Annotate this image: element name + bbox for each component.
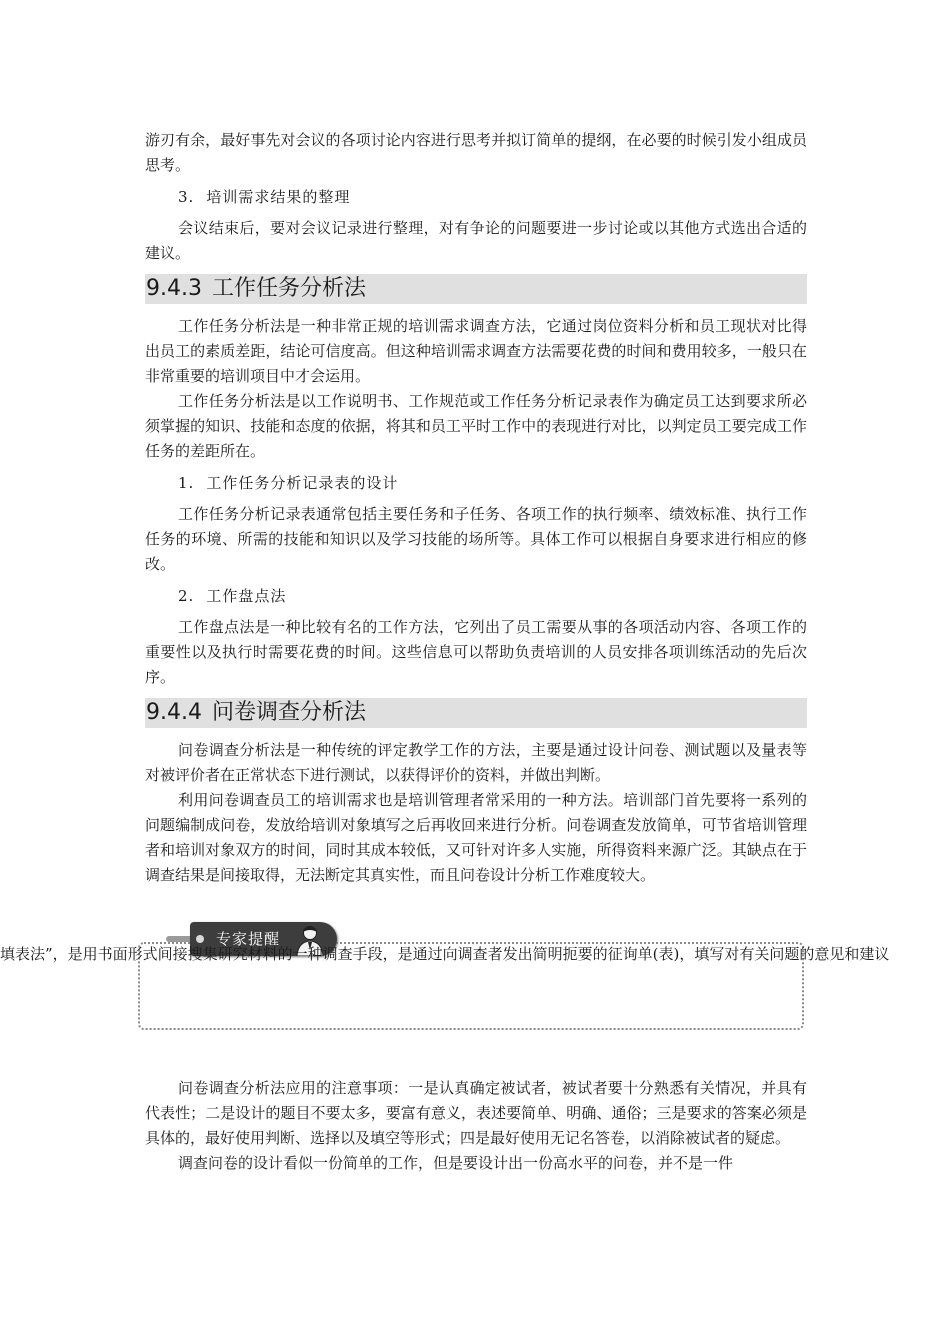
- section-title: 工作任务分析法: [211, 276, 366, 301]
- paragraph: 问卷调查分析法是一种传统的评定教学工作的方法，主要是通过设计问卷、测试题以及量表等对被评价者在正常状态下进行测试，以获得评价的资料，并做出判断。: [145, 741, 807, 784]
- expert-tip: [0, 922, 890, 1032]
- subheading-3: [178, 184, 807, 210]
- subheading-number: 2.: [178, 587, 195, 605]
- paragraph: 工作盘点法是一种比较有名的工作方法，它列出了员工需要从事的各项活动内容、各项工作的重要性以及执行时需要花费的时间。这些信息可以帮助负责培训的人员安排各项训练活动的先后次序。: [145, 618, 807, 686]
- subheading-title: 工作任务分析记录表的设计: [206, 474, 399, 492]
- section-number: 9.4.4: [146, 700, 202, 725]
- document-body: [145, 128, 807, 888]
- paragraph: 游刃有余，最好事先对会议的各项讨论内容进行思考并拟订简单的提纲，在必要的时候引发小组成员思考。: [145, 131, 807, 174]
- tip-dot: [196, 935, 204, 943]
- section-heading-9-4-3: [145, 274, 807, 304]
- subheading-number: 3.: [178, 188, 195, 206]
- section-title: 问卷调查分析法: [211, 700, 366, 725]
- subheading-2: [178, 583, 807, 609]
- paragraph: 会议结束后，要对会议记录进行整理，对有争论的问题要进一步讨论或以其他方式选出合适的建议。: [145, 219, 807, 262]
- paragraph: 问卷调查分析法应用的注意事项：一是认真确定被试者，被试者要十分熟悉有关情况，并具有代表性；二是设计的题目不要太多，要富有意义，表述要简单、明确、通俗；三是要求的答案必须是具体的，最好使用判断、选择以及填空等形式；四是最好使用无记名答卷，以消除被试者的疑虑。: [145, 1079, 807, 1147]
- subheading-1: [178, 470, 807, 496]
- section-number: 9.4.3: [146, 276, 202, 301]
- paragraph: 调查问卷的设计看似一份简单的工作，但是要设计出一份高水平的问卷，并不是一件: [178, 1154, 734, 1172]
- section-heading-9-4-4: [145, 698, 807, 728]
- tip-text: 填表法”，是用书面形式间接搜集研究材料的一种调查手段，是通过向调查者发出简明扼要的征询单(表)，填写对有关问题的意见和建议: [0, 945, 890, 963]
- subheading-title: 工作盘点法: [206, 587, 287, 605]
- paragraph: 工作任务分析记录表通常包括主要任务和子任务、各项工作的执行频率、绩效标准、执行工作任务的环境、所需的技能和知识以及学习技能的场所等。具体工作可以根据自身要求进行相应的修改。: [145, 505, 807, 573]
- paragraph: 利用问卷调查员工的培训需求也是培训管理者常采用的一种方法。培训部门首先要将一系列的问题编制成问卷，发放给培训对象填写之后再收回来进行分析。问卷调查发放简单，可节省培训管理者和培训对象双方的时间，同时其成本较低，又可针对许多人实施，所得资料来源广泛。其缺点在于调查结果是间接取得，无法断定其真实性，而且问卷设计分析工作难度较大。: [145, 791, 807, 884]
- paragraph: 工作任务分析法是以工作说明书、工作规范或工作任务分析记录表作为确定员工达到要求所必须掌握的知识、技能和态度的依据，将其和员工平时工作中的表现进行对比，以判定员工要完成工作任务的差距所在。: [145, 392, 807, 460]
- subheading-number: 1.: [178, 474, 195, 492]
- tip-label: 专家提醒: [216, 930, 281, 948]
- paragraph: 工作任务分析法是一种非常正规的培训需求调查方法，它通过岗位资料分析和员工现状对比得出员工的素质差距，结论可信度高。但这种培训需求调查方法需要花费的时间和费用较多，一般只在非常重要的培训项目中才会运用。: [145, 317, 807, 385]
- subheading-title: 培训需求结果的整理: [206, 188, 351, 206]
- document-body-continued: [145, 1076, 807, 1176]
